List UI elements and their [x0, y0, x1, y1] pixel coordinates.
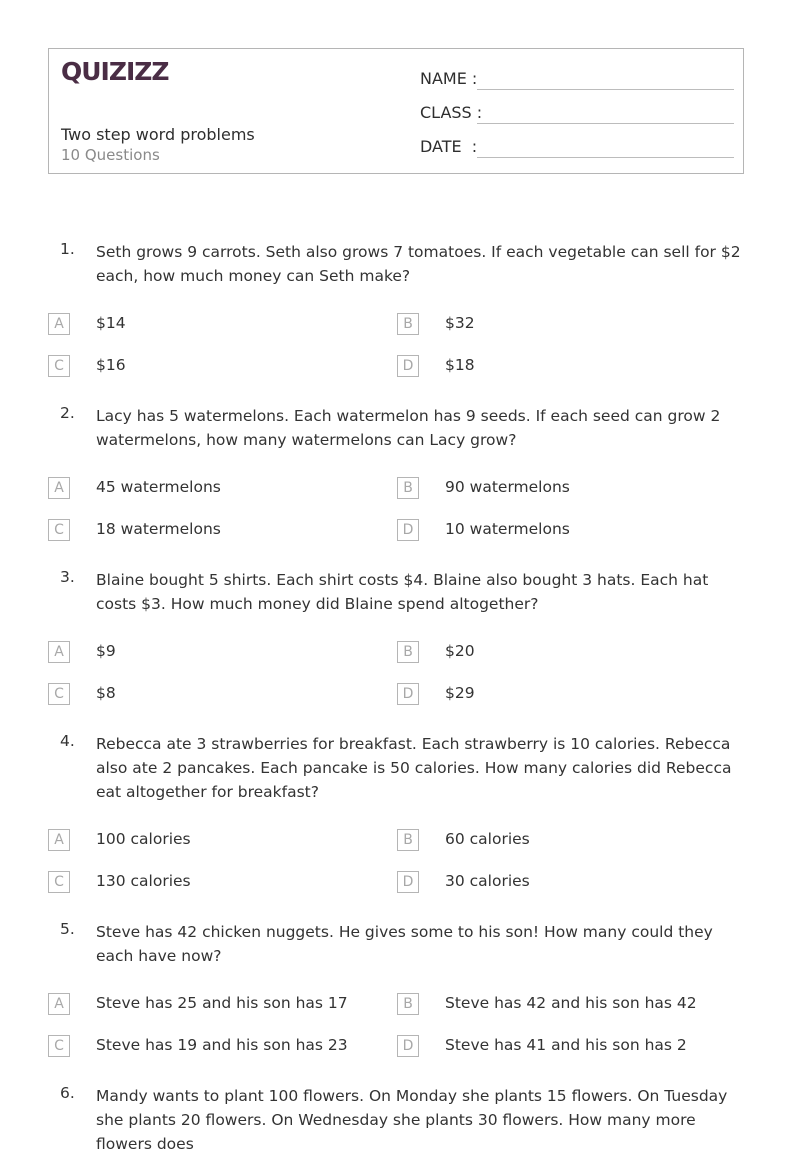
question-text: Seth grows 9 carrots. Seth also grows 7 tomatoes. If each vegetable can sell for $2 each, how much money can Seth make? — [96, 243, 741, 285]
name-line — [477, 89, 734, 90]
option-letter-box: D — [397, 519, 419, 541]
option-text: $16 — [96, 356, 126, 374]
worksheet-header — [48, 48, 744, 174]
question-count: 10 Questions — [61, 146, 160, 164]
question-text: Steve has 42 chicken nuggets. He gives some to his son! How many could they each have now? — [96, 923, 713, 965]
option-letter-box: A — [48, 993, 70, 1015]
option-letter-box: A — [48, 641, 70, 663]
option-text: 30 calories — [445, 872, 530, 890]
option-letter-box: B — [397, 313, 419, 335]
option-letter-box: C — [48, 871, 70, 893]
option-letter-box: C — [48, 519, 70, 541]
question-number: 2. — [60, 404, 75, 422]
option-letter-box: B — [397, 993, 419, 1015]
option-text: 10 watermelons — [445, 520, 570, 538]
option-letter-box: A — [48, 313, 70, 335]
option-text: $14 — [96, 314, 126, 332]
class-label: CLASS : — [420, 103, 483, 122]
option-text: $20 — [445, 642, 475, 660]
option-text: 18 watermelons — [96, 520, 221, 538]
question-number: 5. — [60, 920, 75, 938]
option-text: 100 calories — [96, 830, 191, 848]
quizizz-logo: QUIZIZZ — [61, 57, 169, 86]
option-text: $18 — [445, 356, 475, 374]
name-label: NAME : — [420, 69, 478, 88]
option-text: $8 — [96, 684, 116, 702]
question-text: Rebecca ate 3 strawberries for breakfast. Each strawberry is 10 calories. Rebecca also ate 2 pancakes. Each pancake is 50 calories. How many calories did Rebecca eat altogether for breakfast? — [96, 735, 732, 801]
question-text: Mandy wants to plant 100 flowers. On Monday she plants 15 flowers. On Tuesday she plants 20 flowers. On Wednesday she plants 30 flowers. How many more flowers does — [96, 1087, 728, 1153]
option-letter-box: D — [397, 683, 419, 705]
date-label: DATE : — [420, 137, 478, 156]
option-text: 60 calories — [445, 830, 530, 848]
option-letter-box: D — [397, 871, 419, 893]
option-letter-box: A — [48, 477, 70, 499]
option-letter-box: A — [48, 829, 70, 851]
option-text: 130 calories — [96, 872, 191, 890]
question-text: Blaine bought 5 shirts. Each shirt costs $4. Blaine also bought 3 hats. Each hat costs $3. How much money did Blaine spend altogether? — [96, 571, 709, 613]
option-text: Steve has 41 and his son has 2 — [445, 1036, 687, 1054]
option-text: $32 — [445, 314, 475, 332]
class-line — [477, 123, 734, 124]
option-text: Steve has 19 and his son has 23 — [96, 1036, 348, 1054]
option-letter-box: C — [48, 1035, 70, 1057]
option-text: 45 watermelons — [96, 478, 221, 496]
class-field — [420, 103, 734, 127]
worksheet-title: Two step word problems — [61, 125, 255, 144]
question-number: 6. — [60, 1084, 75, 1102]
option-text: $9 — [96, 642, 116, 660]
option-letter-box: D — [397, 1035, 419, 1057]
option-letter-box: C — [48, 355, 70, 377]
question-text: Lacy has 5 watermelons. Each watermelon has 9 seeds. If each seed can grow 2 watermelons, how many watermelons can Lacy grow? — [96, 407, 721, 449]
option-text: $29 — [445, 684, 475, 702]
option-letter-box: D — [397, 355, 419, 377]
date-line — [477, 157, 734, 158]
question-number: 1. — [60, 240, 75, 258]
question-number: 4. — [60, 732, 75, 750]
option-letter-box: B — [397, 829, 419, 851]
name-field — [420, 69, 734, 93]
option-text: Steve has 42 and his son has 42 — [445, 994, 697, 1012]
option-letter-box: B — [397, 477, 419, 499]
option-text: 90 watermelons — [445, 478, 570, 496]
date-field — [420, 137, 734, 161]
option-letter-box: C — [48, 683, 70, 705]
option-letter-box: B — [397, 641, 419, 663]
option-text: Steve has 25 and his son has 17 — [96, 994, 348, 1012]
question-number: 3. — [60, 568, 75, 586]
